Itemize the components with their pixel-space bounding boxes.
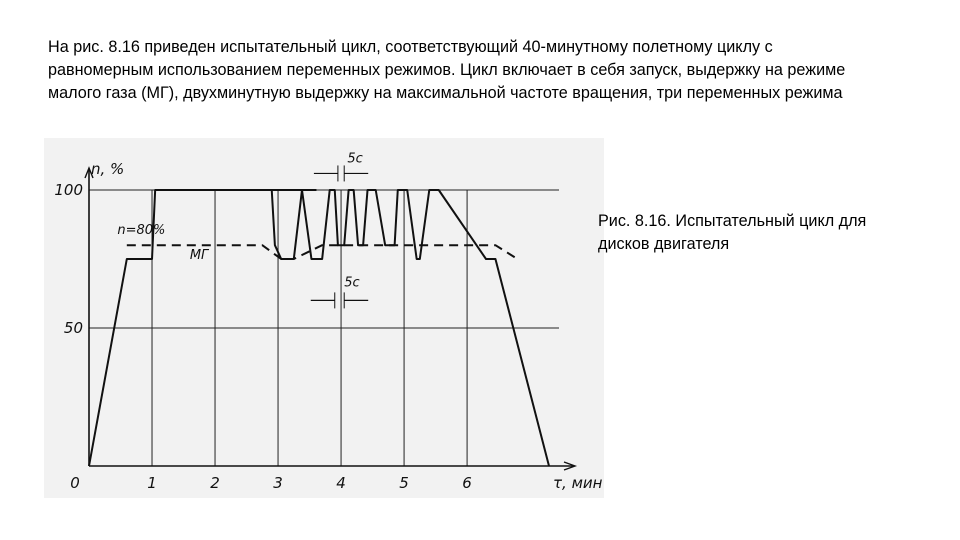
- x-axis-title: τ, мин: [553, 474, 603, 492]
- slide-body-text: На рис. 8.16 приведен испытательный цикл, соответствующий 40-минутному полетному циклу с равномерным использованием переменных режимов. Цикл включает в себя запуск, выдержку на режиме малого газа (МГ), двухминутную выдержку на максимальной частоте вращения, три переменных режима: [48, 38, 846, 102]
- x-tick-label-0: 0: [70, 474, 80, 492]
- annotation-3: 5с: [344, 275, 360, 291]
- x-tick-label-2: 2: [210, 474, 220, 492]
- y-axis-title: n, %: [91, 160, 125, 178]
- x-tick-label-1: 1: [147, 474, 157, 492]
- print-background: [44, 138, 604, 498]
- annotation-1: МГ: [189, 248, 209, 263]
- test-cycle-chart: [44, 138, 604, 498]
- x-tick-label-5: 5: [399, 474, 409, 492]
- x-tick-label-4: 4: [336, 474, 346, 492]
- figure-caption: Рис. 8.16. Испытательный цикл для дисков двигателя: [598, 212, 867, 253]
- annotation-2: 5с: [347, 151, 363, 167]
- y-tick-label-0: 50: [63, 319, 83, 337]
- test-cycle-chart-svg: [44, 138, 604, 498]
- y-tick-label-1: 100: [54, 181, 83, 199]
- annotation-0: n=80%: [117, 223, 166, 239]
- x-tick-label-3: 3: [273, 474, 283, 492]
- x-tick-label-6: 6: [462, 474, 472, 492]
